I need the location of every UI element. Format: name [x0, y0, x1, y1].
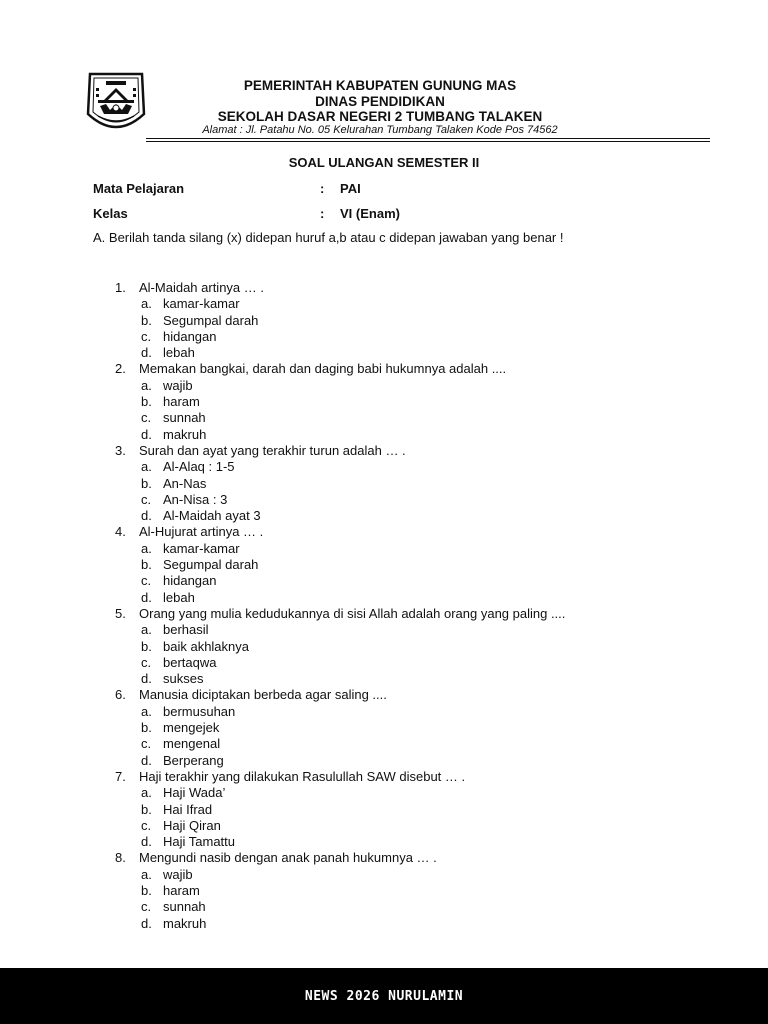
option-letter: c. [141, 328, 152, 344]
answer-option [115, 916, 735, 932]
option-letter: c. [141, 817, 152, 833]
option-letter: c. [141, 654, 152, 670]
header-divider-thin [146, 141, 710, 142]
answer-option [115, 899, 735, 915]
option-text: An-Nisa : 3 [163, 491, 228, 507]
option-letter: b. [141, 801, 152, 817]
answer-option [115, 459, 735, 475]
option-letter: d. [141, 915, 152, 931]
answer-option [115, 394, 735, 410]
option-letter: d. [141, 589, 152, 605]
option-letter: b. [141, 475, 152, 491]
option-text: sunnah [163, 410, 206, 426]
option-letter: b. [141, 720, 152, 736]
option-text: Haji Tamattu [163, 834, 236, 850]
answer-option [115, 753, 735, 769]
option-text: mengejek [163, 720, 220, 736]
option-text: lebah [163, 345, 195, 361]
answer-option [115, 671, 735, 687]
option-letter: d. [141, 345, 152, 361]
school-emblem-logo [84, 70, 148, 138]
option-text: sukses [163, 671, 204, 687]
option-text: lebah [163, 589, 195, 605]
question-item [115, 361, 735, 377]
option-letter: c. [141, 573, 152, 589]
option-text: Segumpal darah [163, 312, 259, 328]
question-item [115, 443, 735, 459]
option-text: hidangan [163, 328, 217, 344]
option-text: kamar-kamar [163, 540, 240, 556]
question-number: 8. [115, 850, 126, 866]
question-list [115, 280, 735, 932]
answer-option [115, 785, 735, 801]
question-text: Al-Maidah artinya … . [139, 280, 264, 295]
answer-option [115, 802, 735, 818]
option-text: Al-Alaq : 1-5 [163, 459, 235, 475]
subject-label: Mata Pelajaran [93, 181, 185, 196]
answer-option [115, 834, 735, 850]
option-text: hidangan [163, 573, 217, 589]
answer-option [115, 622, 735, 638]
option-text: Haji Qiran [163, 817, 221, 833]
answer-option [115, 378, 735, 394]
option-text: An-Nas [163, 475, 207, 491]
option-letter: c. [141, 899, 152, 915]
option-text: mengenal [163, 736, 221, 752]
option-letter: b. [141, 638, 152, 654]
option-text: Hai Ifrad [163, 801, 213, 817]
option-letter: b. [141, 312, 152, 328]
option-letter: a. [141, 377, 152, 393]
question-number: 4. [115, 524, 126, 540]
footer-watermark: NEWS 2026 NURULAMIN [304, 989, 464, 1004]
option-letter: c. [141, 736, 152, 752]
option-text: wajib [163, 866, 193, 882]
option-letter: a. [141, 866, 152, 882]
answer-option [115, 541, 735, 557]
class-label: Kelas [93, 206, 128, 221]
answer-option [115, 704, 735, 720]
answer-option [115, 492, 735, 508]
question-text: Surah dan ayat yang terakhir turun adalah … . [139, 442, 406, 458]
question-text: Orang yang mulia kedudukannya di sisi Allah adalah orang yang paling .... [139, 605, 566, 621]
question-number: 7. [115, 768, 126, 784]
option-letter: a. [141, 622, 152, 638]
option-text: Berperang [163, 752, 224, 768]
option-letter: a. [141, 785, 152, 801]
option-text: makruh [163, 426, 207, 442]
answer-option [115, 736, 735, 752]
question-text: Manusia diciptakan berbeda agar saling .... [139, 687, 387, 703]
question-text: Mengundi nasib dengan anak panah hukumnya … . [139, 850, 437, 866]
option-letter: d. [141, 508, 152, 524]
header-school: SEKOLAH DASAR NEGERI 2 TUMBANG TALAKEN [217, 109, 543, 124]
question-number: 6. [115, 687, 126, 703]
header-government: PEMERINTAH KABUPATEN GUNUNG MAS [243, 78, 517, 93]
question-item [115, 524, 735, 540]
question-number: 1. [115, 280, 126, 295]
answer-option [115, 883, 735, 899]
question-item [115, 280, 735, 296]
option-text: bermusuhan [163, 703, 236, 719]
option-letter: b. [141, 394, 152, 410]
option-text: Segumpal darah [163, 557, 259, 573]
answer-option [115, 639, 735, 655]
question-number: 3. [115, 442, 126, 458]
question-number: 2. [115, 361, 126, 377]
option-letter: d. [141, 834, 152, 850]
option-letter: d. [141, 752, 152, 768]
option-letter: c. [141, 491, 152, 507]
answer-option [115, 313, 735, 329]
answer-option [115, 720, 735, 736]
option-text: kamar-kamar [163, 296, 240, 312]
question-item [115, 850, 735, 866]
answer-option [115, 867, 735, 883]
answer-option [115, 329, 735, 345]
option-text: baik akhlaknya [163, 638, 249, 654]
question-number: 5. [115, 605, 126, 621]
option-letter: a. [141, 540, 152, 556]
answer-option [115, 573, 735, 589]
answer-option [115, 476, 735, 492]
answer-option [115, 818, 735, 834]
exam-title: SOAL ULANGAN SEMESTER II [288, 155, 480, 170]
option-letter: a. [141, 703, 152, 719]
option-text: wajib [163, 377, 193, 393]
answer-option [115, 410, 735, 426]
option-letter: c. [141, 410, 152, 426]
option-letter: b. [141, 882, 152, 898]
answer-option [115, 590, 735, 606]
question-item [115, 606, 735, 622]
header-department: DINAS PENDIDIKAN [315, 94, 445, 109]
option-letter: a. [141, 459, 152, 475]
question-text: Al-Hujurat artinya … . [139, 524, 264, 540]
header-address: Alamat : Jl. Patahu No. 05 Kelurahan Tumbang Talaken Kode Pos 74562 [202, 124, 558, 136]
question-text: Memakan bangkai, darah dan daging babi hukumnya adalah .... [139, 361, 507, 377]
option-letter: a. [141, 296, 152, 312]
option-letter: d. [141, 671, 152, 687]
answer-option [115, 508, 735, 524]
option-text: haram [163, 882, 200, 898]
instruction-text: A. Berilah tanda silang (x) didepan huruf a,b atau c didepan jawaban yang benar ! [93, 230, 564, 245]
answer-option [115, 296, 735, 312]
question-item [115, 687, 735, 703]
question-text: Haji terakhir yang dilakukan Rasulullah SAW disebut … . [139, 768, 466, 784]
answer-option [115, 557, 735, 573]
option-letter: d. [141, 426, 152, 442]
answer-option [115, 655, 735, 671]
option-text: Haji Wada’ [163, 785, 226, 801]
subject-colon: : [320, 181, 325, 196]
option-text: berhasil [163, 622, 209, 638]
option-text: Al-Maidah ayat 3 [163, 508, 261, 524]
option-text: makruh [163, 915, 207, 931]
question-item [115, 769, 735, 785]
answer-option [115, 427, 735, 443]
header-divider [146, 138, 710, 139]
class-colon: : [320, 206, 325, 221]
subject-value: PAI [340, 181, 361, 196]
class-value: VI (Enam) [340, 206, 400, 221]
answer-option [115, 345, 735, 361]
option-text: haram [163, 394, 200, 410]
option-text: bertaqwa [163, 654, 217, 670]
option-letter: b. [141, 557, 152, 573]
option-text: sunnah [163, 899, 206, 915]
